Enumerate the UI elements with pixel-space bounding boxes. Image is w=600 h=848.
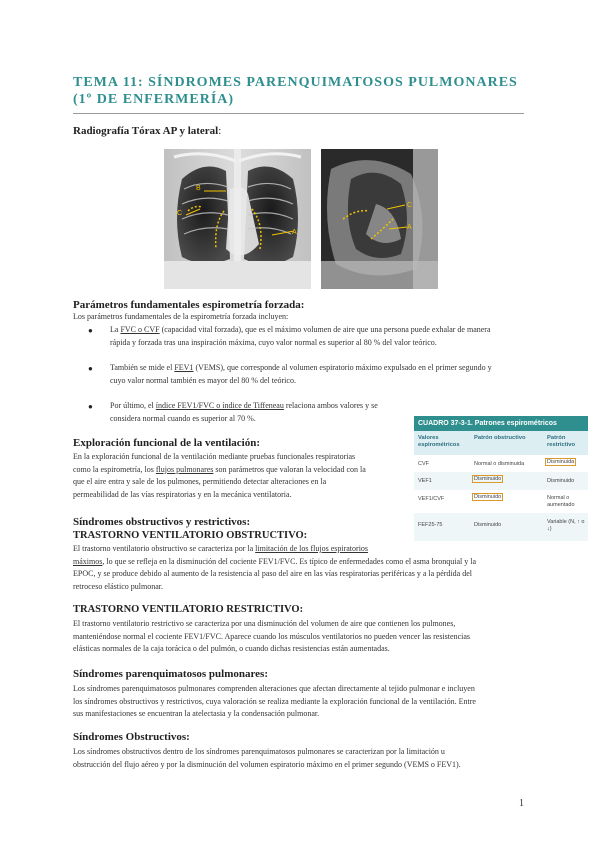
item-text-line2: cuyo valor normal también es mayor del 80 % del teórico. bbox=[110, 375, 296, 385]
parenchymal-heading: Síndromes parenquimatosos pulmonares: bbox=[73, 668, 268, 680]
item-text-line2: rápida y forzada tras una inspiración máxima, cuyo valor normal es superior al 80 % del valor teórico. bbox=[110, 337, 437, 347]
restrictive-line: elásticas normales de la caja torácica o del pulmón, o cuando dichas resistencias están aumentadas. bbox=[73, 644, 390, 654]
spirometry-item-fvc bbox=[110, 324, 530, 349]
obstructive-line: retroceso elástico pulmonar. bbox=[73, 581, 163, 591]
bullet-dot: ● bbox=[88, 402, 93, 411]
spirometry-intro: Los parámetros fundamentales de la espirometría forzada incluyen: bbox=[73, 312, 289, 321]
table-cell: Disminuido bbox=[547, 478, 575, 484]
table-cell-highlighted bbox=[472, 476, 503, 483]
table-cell-highlighted bbox=[545, 459, 576, 466]
fvc-link[interactable]: FVC o CVF bbox=[120, 325, 160, 334]
obstructive-line: EPOC, y se produce debido al aumento de la resistencia al paso del aire en las vías respiratorias periféricas y a la pérdida del bbox=[73, 569, 472, 579]
xray-label-c: C bbox=[177, 210, 183, 217]
obstructive-syndromes-line: Los síndromes obstructivos dentro de los síndromes parenquimatosos pulmonares se caracterizan por la limitación u bbox=[73, 747, 445, 756]
ventilation-line: En la exploración funcional de la ventilación mediante pruebas funcionales respiratorias bbox=[73, 452, 356, 461]
radiography-heading bbox=[73, 125, 221, 137]
obstructive-syndromes-line: obstrucción del flujo aéreo y por la disminución del volumen espiratorio máximo en el primer segundo (VEMS o FEV1). bbox=[73, 759, 461, 769]
obstructive-line: , lo que se refleja en la disminución del cociente FEV1/FVC. Es típico de enfermedades como el asma bronquial y la bbox=[102, 556, 477, 566]
bullet-dot: ● bbox=[88, 364, 93, 373]
parenchymal-line: sus manifestaciones se encuentran la atelectasia y la condensación pulmonar. bbox=[73, 709, 320, 719]
table-header-restrictive: Patrón restrictivo bbox=[547, 435, 576, 448]
table-title: CUADRO 37-3-1. Patrones espirométricos bbox=[414, 416, 588, 431]
fev1-link[interactable]: FEV1 bbox=[174, 363, 194, 372]
bullet-dot: ● bbox=[88, 326, 93, 335]
highlight-box: Disminuido bbox=[474, 476, 502, 482]
obstructive-syndromes-heading: Síndromes Obstructivos: bbox=[73, 731, 190, 743]
xray-lateral-label-c: C bbox=[407, 202, 413, 209]
item-text-line2: considera normal cuando es superior al 70 %. bbox=[110, 413, 256, 423]
obstructive-syndromes-paragraph bbox=[73, 746, 528, 771]
chest-xray-frontal-image bbox=[164, 149, 311, 289]
parenchymal-paragraph bbox=[73, 683, 528, 721]
item-prefix: La bbox=[110, 325, 121, 334]
pulmonary-flows-link[interactable]: flujos pulmonares bbox=[155, 464, 214, 474]
spirometry-item-fev1 bbox=[110, 362, 530, 387]
xray-label-b: B bbox=[196, 185, 201, 192]
ventilation-line: que el aire entra y sale de los pulmones, permitiendo detectar alteraciones en la bbox=[73, 477, 327, 487]
table-cell: VEF1/CVF bbox=[418, 496, 445, 502]
table-header-values: Valores espirométricos bbox=[418, 435, 460, 448]
restrictive-line: manteniéndose normal el cociente FEV1/FVC. Aparece cuando los músculos ventilatorios no pueden vencer las resistencias bbox=[73, 631, 470, 641]
spirometric-patterns-table bbox=[414, 416, 588, 544]
table-cell: Normal o aumentado bbox=[547, 495, 575, 508]
xray-lateral-label-a: A bbox=[407, 224, 412, 231]
tiffeneau-link[interactable]: índice FEV1/FVC o índice de Tiffeneau bbox=[155, 401, 284, 410]
highlight-box: Disminuido bbox=[474, 494, 502, 500]
highlight-box: Disminuida bbox=[547, 459, 575, 465]
ventilation-line: como la espirometría, los bbox=[73, 464, 156, 474]
table-cell: Variable (N, ↑ o ↓) bbox=[547, 519, 585, 532]
xray-label-a: A bbox=[292, 229, 297, 236]
item-prefix: También se mide el bbox=[110, 363, 175, 372]
expiratory-flow-link-cont[interactable]: máximos bbox=[73, 556, 103, 566]
table-cell: VEF1 bbox=[418, 478, 432, 484]
parenchymal-line: Los síndromes parenquimatosos pulmonares comprenden alteraciones que afectan directamente al tejido pulmonar e incluyen bbox=[73, 684, 475, 693]
chest-xray-frontal-graphic bbox=[164, 149, 311, 289]
item-text: relaciona ambos valores y se bbox=[283, 401, 378, 410]
obstructive-disorder-heading: TRASTORNO VENTILATORIO OBSTRUCTIVO: bbox=[73, 530, 308, 541]
page-number: 1 bbox=[519, 798, 524, 809]
ventilation-heading: Exploración funcional de la ventilación: bbox=[73, 437, 261, 449]
syndromes-heading: Síndromes obstructivos y restrictivos: bbox=[73, 516, 251, 528]
ventilation-line: permeabilidad de las vías respiratorias y en la mecánica ventilatoria. bbox=[73, 489, 292, 499]
table-cell: Disminuido bbox=[474, 522, 502, 528]
table-cell: CVF bbox=[418, 461, 429, 467]
radiography-heading-colon: : bbox=[218, 125, 222, 137]
spirometry-heading: Parámetros fundamentales espirometría forzada: bbox=[73, 299, 305, 311]
ventilation-line: son parámetros que valoran la velocidad con la bbox=[213, 464, 366, 474]
item-text: (capacidad vital forzada), que es el máximo volumen de aire que una persona puede exhalar de manera bbox=[159, 325, 491, 334]
item-prefix: Por último, el bbox=[110, 401, 156, 410]
page-title: TEMA 11: SÍNDROMES PARENQUIMATOSOS PULMONARES (1º DE ENFERMERÍA) bbox=[73, 75, 518, 107]
spirometry-item-tiffeneau bbox=[110, 400, 410, 425]
ventilation-paragraph bbox=[73, 451, 408, 501]
restrictive-line: El trastorno ventilatorio restrictivo se caracteriza por una disminución del volumen de aire que contienen los pulmones, bbox=[73, 619, 456, 628]
restrictive-disorder-paragraph bbox=[73, 618, 523, 656]
chest-xray-lateral-image bbox=[321, 149, 438, 289]
parenchymal-line: los síndromes obstructivos y restrictivos, cuya valoración se realiza mediante la exploración funcional de la ventilación. Entre bbox=[73, 696, 476, 706]
table-header-obstructive: Patrón obstructivo bbox=[474, 435, 526, 441]
expiratory-flow-link[interactable]: limitación de los flujos espiratorios bbox=[255, 544, 369, 553]
title-divider bbox=[73, 113, 524, 114]
radiography-heading-text: Radiografía Tórax AP y lateral bbox=[73, 125, 219, 137]
table-cell: FEF25-75 bbox=[418, 522, 443, 528]
obstructive-line: El trastorno ventilatorio obstructivo se caracteriza por la bbox=[73, 544, 256, 553]
restrictive-disorder-heading: TRASTORNO VENTILATORIO RESTRICTIVO: bbox=[73, 604, 304, 615]
obstructive-disorder-paragraph bbox=[73, 543, 523, 593]
table-cell-highlighted bbox=[472, 494, 503, 501]
item-text: (VEMS), que corresponde al volumen espiratorio máximo expulsado en el primer segundo y bbox=[193, 363, 492, 372]
table-cell: Normal o disminuida bbox=[474, 461, 525, 467]
chest-xray-lateral-graphic bbox=[321, 149, 438, 289]
